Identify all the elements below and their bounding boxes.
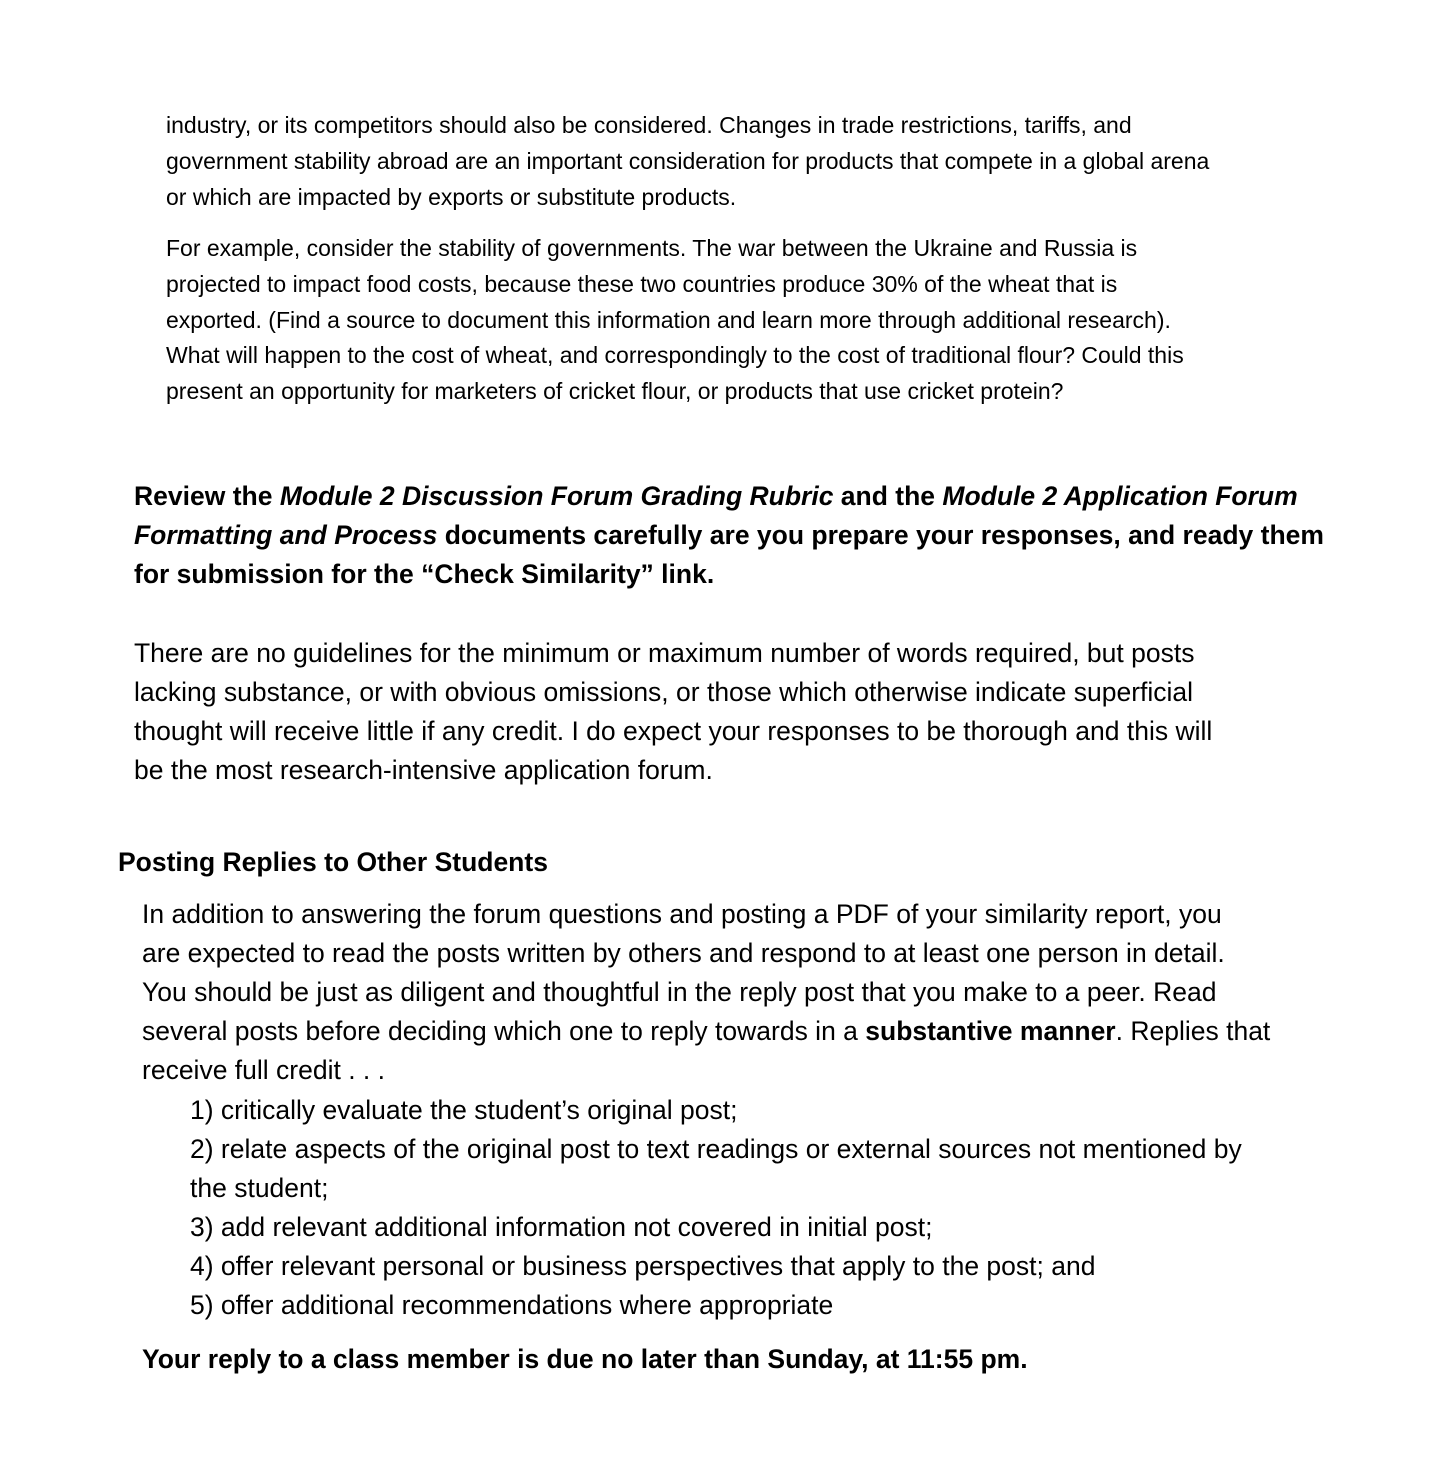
list-item: 3) add relevant additional information not covered in initial post; bbox=[190, 1212, 933, 1242]
replies-line: are expected to read the posts written by others and respond to at least one person in detail. bbox=[142, 938, 1225, 968]
example-line: projected to impact food costs, because these two countries produce 30% of the wheat that is bbox=[166, 270, 1118, 297]
review-text: documents carefully are you prepare your responses, and ready them bbox=[437, 520, 1324, 550]
review-line bbox=[134, 516, 1404, 555]
replies-line bbox=[142, 1012, 1412, 1051]
list-item: 1) critically evaluate the student’s original post; bbox=[190, 1095, 738, 1125]
review-line: for submission for the “Check Similarity” link. bbox=[134, 559, 715, 589]
replies-line: receive full credit . . . bbox=[142, 1055, 386, 1085]
review-line bbox=[134, 477, 1404, 516]
guidelines-paragraph bbox=[134, 634, 1404, 790]
rubric-document-title: Module 2 Discussion Forum Grading Rubric bbox=[279, 481, 834, 511]
example-line: For example, consider the stability of governments. The war between the Ukraine and Russia is bbox=[166, 235, 1138, 261]
example-paragraph bbox=[166, 231, 1406, 410]
replies-text: . Replies that bbox=[1115, 1016, 1271, 1046]
formatting-document-title: Formatting and Process bbox=[134, 520, 438, 550]
review-text: and the bbox=[833, 481, 943, 511]
intro-line: industry, or its competitors should also be considered. Changes in trade restrictions, tariffs, and bbox=[166, 112, 1132, 138]
review-instructions bbox=[134, 477, 1404, 594]
guidelines-line: lacking substance, or with obvious omissions, or those which otherwise indicate superficial bbox=[134, 677, 1194, 707]
replies-section-heading: Posting Replies to Other Students bbox=[118, 847, 548, 877]
list-item: 5) offer additional recommendations where appropriate bbox=[190, 1290, 834, 1320]
reply-deadline: Your reply to a class member is due no later than Sunday, at 11:55 pm. bbox=[142, 1344, 1028, 1374]
example-line: What will happen to the cost of wheat, and correspondingly to the cost of traditional flour? Could this bbox=[166, 342, 1184, 369]
application-forum-document-title: Module 2 Application Forum bbox=[942, 481, 1298, 511]
example-line: exported. (Find a source to document this information and learn more through additional research). bbox=[166, 306, 1171, 333]
reply-criteria-list bbox=[190, 1091, 1400, 1325]
review-text: Review the bbox=[134, 481, 280, 511]
guidelines-line: thought will receive little if any credit. I do expect your responses to be thorough and this will bbox=[134, 716, 1213, 746]
replies-line: In addition to answering the forum questions and posting a PDF of your similarity report, you bbox=[142, 899, 1222, 929]
list-item: 4) offer relevant personal or business perspectives that apply to the post; and bbox=[190, 1251, 1096, 1281]
replies-text: several posts before deciding which one to reply towards in a bbox=[142, 1016, 866, 1046]
example-line: present an opportunity for marketers of cricket flour, or products that use cricket protein? bbox=[166, 378, 1064, 405]
guidelines-line: be the most research-intensive application forum. bbox=[134, 755, 713, 785]
intro-line: or which are impacted by exports or substitute products. bbox=[166, 183, 737, 210]
list-item: 2) relate aspects of the original post to text readings or external sources not mentioned by bbox=[190, 1134, 1242, 1164]
intro-line: government stability abroad are an important consideration for products that compete in a global arena bbox=[166, 147, 1210, 174]
replies-paragraph bbox=[142, 895, 1412, 1090]
intro-paragraph bbox=[166, 108, 1406, 215]
guidelines-line: There are no guidelines for the minimum or maximum number of words required, but posts bbox=[134, 638, 1195, 668]
substantive-manner-emphasis: substantive manner bbox=[865, 1016, 1116, 1046]
list-item: the student; bbox=[190, 1173, 329, 1203]
replies-line: You should be just as diligent and thoughtful in the reply post that you make to a peer. Read bbox=[142, 977, 1217, 1007]
